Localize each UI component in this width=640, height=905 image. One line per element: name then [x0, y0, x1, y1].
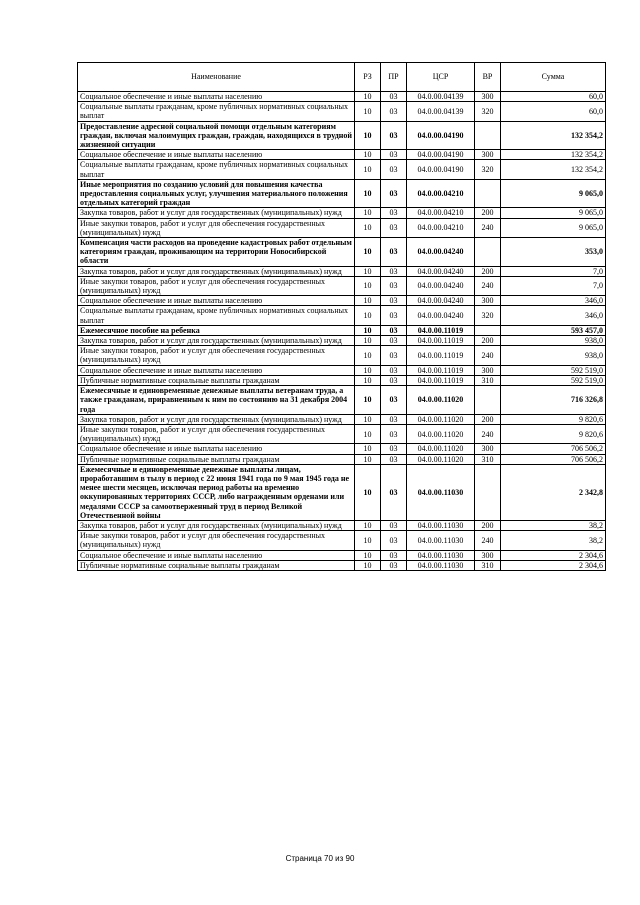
row-rz-cell: 10: [355, 454, 381, 464]
row-name-cell: Компенсация части расходов на проведение кадастровых работ отдельным категориям граждан, проживающим на территории Новосибирской области: [78, 238, 355, 267]
row-csr-cell: 04.0.00.11019: [407, 325, 475, 335]
row-pr-cell: 03: [381, 346, 407, 365]
row-vr-cell: 200: [475, 336, 501, 346]
row-csr-cell: 04.0.00.11020: [407, 386, 475, 415]
row-sum-cell: 346,0: [501, 296, 606, 306]
row-name-cell: Иные мероприятия по созданию условий для повышения качества предоставления социальных услуг, улучшения материального положения отдельных категорий граждан: [78, 179, 355, 208]
row-pr-cell: 03: [381, 296, 407, 306]
row-pr-cell: 03: [381, 444, 407, 454]
table-row: [78, 306, 606, 325]
row-name-cell: Социальное обеспечение и иные выплаты населению: [78, 150, 355, 160]
row-csr-cell: 04.0.00.11020: [407, 414, 475, 424]
row-pr-cell: 03: [381, 531, 407, 550]
row-vr-cell: 320: [475, 306, 501, 325]
row-rz-cell: 10: [355, 266, 381, 276]
header-rz: РЗ: [355, 63, 381, 92]
table-row: [78, 414, 606, 424]
row-sum-cell: 593 457,0: [501, 325, 606, 335]
row-pr-cell: 03: [381, 325, 407, 335]
row-rz-cell: 10: [355, 121, 381, 150]
row-name-cell: Социальное обеспечение и иные выплаты населению: [78, 365, 355, 375]
row-vr-cell: 320: [475, 102, 501, 121]
row-rz-cell: 10: [355, 179, 381, 208]
row-csr-cell: 04.0.00.04240: [407, 296, 475, 306]
row-vr-cell: 200: [475, 414, 501, 424]
row-pr-cell: 03: [381, 150, 407, 160]
budget-table: [77, 62, 606, 571]
row-name-cell: Иные закупки товаров, работ и услуг для обеспечения государственных (муниципальных) нужд: [78, 531, 355, 550]
row-vr-cell: 300: [475, 296, 501, 306]
row-rz-cell: 10: [355, 444, 381, 454]
row-pr-cell: 03: [381, 102, 407, 121]
table-row: [78, 179, 606, 208]
row-vr-cell: 300: [475, 150, 501, 160]
row-pr-cell: 03: [381, 208, 407, 218]
row-name-cell: Предоставление адресной социальной помощи отдельным категориям граждан, включая малоимущих граждан, граждан, находящихся в трудной жизненной ситуации: [78, 121, 355, 150]
row-pr-cell: 03: [381, 266, 407, 276]
table-row: [78, 560, 606, 570]
row-vr-cell: 310: [475, 454, 501, 464]
table-row: [78, 365, 606, 375]
row-vr-cell: 240: [475, 276, 501, 295]
row-rz-cell: 10: [355, 325, 381, 335]
row-vr-cell: [475, 386, 501, 415]
row-vr-cell: 200: [475, 266, 501, 276]
row-name-cell: Закупка товаров, работ и услуг для государственных (муниципальных) нужд: [78, 414, 355, 424]
row-sum-cell: 353,0: [501, 238, 606, 267]
row-name-cell: Закупка товаров, работ и услуг для государственных (муниципальных) нужд: [78, 266, 355, 276]
table-row: [78, 266, 606, 276]
row-sum-cell: 938,0: [501, 346, 606, 365]
table-row: [78, 208, 606, 218]
row-sum-cell: 2 304,6: [501, 560, 606, 570]
row-csr-cell: 04.0.00.04139: [407, 102, 475, 121]
row-vr-cell: 300: [475, 365, 501, 375]
table-row: [78, 424, 606, 443]
table-row: [78, 386, 606, 415]
table-row: [78, 454, 606, 464]
row-name-cell: Ежемесячные и единовременные денежные выплаты лицам, проработавшим в тылу в период с 22 июня 1941 года по 9 мая 1945 года не менее шести месяцев, исключая период работы на временно оккупированных территориях СССР, либо награжденным орденами или медалями СССР за самоотверженный труд в период Великой Отечественной войны: [78, 464, 355, 520]
row-name-cell: Иные закупки товаров, работ и услуг для обеспечения государственных (муниципальных) нужд: [78, 276, 355, 295]
row-vr-cell: 310: [475, 560, 501, 570]
table-row: [78, 121, 606, 150]
row-pr-cell: 03: [381, 375, 407, 385]
row-pr-cell: 03: [381, 365, 407, 375]
row-sum-cell: 9 065,0: [501, 208, 606, 218]
table-body: [78, 92, 606, 571]
row-name-cell: Социальные выплаты гражданам, кроме публичных нормативных социальных выплат: [78, 102, 355, 121]
row-sum-cell: 38,2: [501, 520, 606, 530]
row-csr-cell: 04.0.00.04240: [407, 238, 475, 267]
row-vr-cell: 240: [475, 531, 501, 550]
row-pr-cell: 03: [381, 560, 407, 570]
row-sum-cell: 2 342,8: [501, 464, 606, 520]
row-sum-cell: 9 820,6: [501, 414, 606, 424]
row-csr-cell: 04.0.00.04190: [407, 160, 475, 179]
row-vr-cell: 200: [475, 520, 501, 530]
header-name: Наименование: [78, 63, 355, 92]
page-number: Страница 70 из 90: [285, 854, 355, 863]
row-vr-cell: [475, 325, 501, 335]
row-rz-cell: 10: [355, 365, 381, 375]
row-rz-cell: 10: [355, 560, 381, 570]
table-row: [78, 92, 606, 102]
row-pr-cell: 03: [381, 424, 407, 443]
row-pr-cell: 03: [381, 238, 407, 267]
row-sum-cell: 938,0: [501, 336, 606, 346]
row-pr-cell: 03: [381, 336, 407, 346]
row-csr-cell: 04.0.00.11030: [407, 464, 475, 520]
table-row: [78, 444, 606, 454]
row-pr-cell: 03: [381, 464, 407, 520]
row-name-cell: Иные закупки товаров, работ и услуг для обеспечения государственных (муниципальных) нужд: [78, 346, 355, 365]
row-rz-cell: 10: [355, 276, 381, 295]
row-pr-cell: 03: [381, 386, 407, 415]
row-rz-cell: 10: [355, 336, 381, 346]
row-vr-cell: [475, 238, 501, 267]
row-vr-cell: 240: [475, 218, 501, 237]
row-pr-cell: 03: [381, 414, 407, 424]
row-vr-cell: 320: [475, 160, 501, 179]
table-row: [78, 464, 606, 520]
row-pr-cell: 03: [381, 520, 407, 530]
row-name-cell: Ежемесячные и единовременные денежные выплаты ветеранам труда, а также гражданам, приравненным к ним по состоянию на 31 декабря 2004 года: [78, 386, 355, 415]
row-csr-cell: 04.0.00.04210: [407, 208, 475, 218]
row-pr-cell: 03: [381, 179, 407, 208]
table-row: [78, 102, 606, 121]
row-sum-cell: 132 354,2: [501, 121, 606, 150]
row-rz-cell: 10: [355, 238, 381, 267]
row-name-cell: Закупка товаров, работ и услуг для государственных (муниципальных) нужд: [78, 520, 355, 530]
row-vr-cell: 240: [475, 346, 501, 365]
row-sum-cell: 7,0: [501, 266, 606, 276]
row-vr-cell: 300: [475, 92, 501, 102]
row-sum-cell: 132 354,2: [501, 160, 606, 179]
table-row: [78, 550, 606, 560]
table-header-row: [78, 63, 606, 92]
table-row: [78, 238, 606, 267]
row-csr-cell: 04.0.00.04240: [407, 306, 475, 325]
row-csr-cell: 04.0.00.11030: [407, 560, 475, 570]
row-rz-cell: 10: [355, 160, 381, 179]
row-sum-cell: 9 065,0: [501, 179, 606, 208]
row-sum-cell: 716 326,8: [501, 386, 606, 415]
row-sum-cell: 2 304,6: [501, 550, 606, 560]
row-pr-cell: 03: [381, 160, 407, 179]
row-csr-cell: 04.0.00.11020: [407, 444, 475, 454]
row-vr-cell: 300: [475, 444, 501, 454]
row-name-cell: Публичные нормативные социальные выплаты гражданам: [78, 454, 355, 464]
row-pr-cell: 03: [381, 550, 407, 560]
row-name-cell: Социальные выплаты гражданам, кроме публичных нормативных социальных выплат: [78, 306, 355, 325]
row-rz-cell: 10: [355, 520, 381, 530]
row-rz-cell: 10: [355, 92, 381, 102]
row-sum-cell: 60,0: [501, 102, 606, 121]
row-csr-cell: 04.0.00.11019: [407, 375, 475, 385]
row-pr-cell: 03: [381, 276, 407, 295]
row-csr-cell: 04.0.00.11019: [407, 336, 475, 346]
row-csr-cell: 04.0.00.04190: [407, 150, 475, 160]
row-sum-cell: 706 506,2: [501, 454, 606, 464]
row-csr-cell: 04.0.00.11030: [407, 520, 475, 530]
row-name-cell: Социальное обеспечение и иные выплаты населению: [78, 550, 355, 560]
row-sum-cell: 9 065,0: [501, 218, 606, 237]
row-sum-cell: 592 519,0: [501, 365, 606, 375]
row-csr-cell: 04.0.00.11030: [407, 550, 475, 560]
header-csr: ЦСР: [407, 63, 475, 92]
row-vr-cell: 200: [475, 208, 501, 218]
header-vr: ВР: [475, 63, 501, 92]
row-name-cell: Иные закупки товаров, работ и услуг для обеспечения государственных (муниципальных) нужд: [78, 424, 355, 443]
row-rz-cell: 10: [355, 531, 381, 550]
row-csr-cell: 04.0.00.11019: [407, 365, 475, 375]
row-sum-cell: 9 820,6: [501, 424, 606, 443]
table-row: [78, 296, 606, 306]
row-sum-cell: 346,0: [501, 306, 606, 325]
row-pr-cell: 03: [381, 454, 407, 464]
row-sum-cell: 592 519,0: [501, 375, 606, 385]
table-row: [78, 346, 606, 365]
row-rz-cell: 10: [355, 102, 381, 121]
row-pr-cell: 03: [381, 306, 407, 325]
row-name-cell: Социальное обеспечение и иные выплаты населению: [78, 92, 355, 102]
row-vr-cell: [475, 121, 501, 150]
row-csr-cell: 04.0.00.04139: [407, 92, 475, 102]
row-csr-cell: 04.0.00.11020: [407, 424, 475, 443]
row-vr-cell: [475, 464, 501, 520]
row-sum-cell: 60,0: [501, 92, 606, 102]
row-name-cell: Закупка товаров, работ и услуг для государственных (муниципальных) нужд: [78, 336, 355, 346]
row-csr-cell: 04.0.00.04190: [407, 121, 475, 150]
row-name-cell: Социальное обеспечение и иные выплаты населению: [78, 444, 355, 454]
row-csr-cell: 04.0.00.04210: [407, 218, 475, 237]
row-name-cell: Иные закупки товаров, работ и услуг для обеспечения государственных (муниципальных) нужд: [78, 218, 355, 237]
row-pr-cell: 03: [381, 218, 407, 237]
row-rz-cell: 10: [355, 375, 381, 385]
table-row: [78, 520, 606, 530]
row-rz-cell: 10: [355, 386, 381, 415]
table-row: [78, 531, 606, 550]
table-row: [78, 336, 606, 346]
row-csr-cell: 04.0.00.11020: [407, 454, 475, 464]
row-name-cell: Социальные выплаты гражданам, кроме публичных нормативных социальных выплат: [78, 160, 355, 179]
table-row: [78, 160, 606, 179]
table-row: [78, 276, 606, 295]
row-rz-cell: 10: [355, 464, 381, 520]
row-csr-cell: 04.0.00.04240: [407, 266, 475, 276]
row-name-cell: Публичные нормативные социальные выплаты гражданам: [78, 375, 355, 385]
row-sum-cell: 132 354,2: [501, 150, 606, 160]
row-name-cell: Публичные нормативные социальные выплаты гражданам: [78, 560, 355, 570]
row-sum-cell: 706 506,2: [501, 444, 606, 454]
row-vr-cell: 310: [475, 375, 501, 385]
row-sum-cell: 38,2: [501, 531, 606, 550]
row-sum-cell: 7,0: [501, 276, 606, 295]
header-pr: ПР: [381, 63, 407, 92]
row-rz-cell: 10: [355, 306, 381, 325]
table-row: [78, 325, 606, 335]
row-pr-cell: 03: [381, 92, 407, 102]
row-csr-cell: 04.0.00.11019: [407, 346, 475, 365]
table-row: [78, 150, 606, 160]
row-name-cell: Закупка товаров, работ и услуг для государственных (муниципальных) нужд: [78, 208, 355, 218]
row-pr-cell: 03: [381, 121, 407, 150]
row-rz-cell: 10: [355, 150, 381, 160]
row-rz-cell: 10: [355, 296, 381, 306]
row-csr-cell: 04.0.00.04240: [407, 276, 475, 295]
row-rz-cell: 10: [355, 218, 381, 237]
header-sum: Сумма: [501, 63, 606, 92]
row-rz-cell: 10: [355, 208, 381, 218]
table-row: [78, 375, 606, 385]
row-rz-cell: 10: [355, 414, 381, 424]
row-vr-cell: 300: [475, 550, 501, 560]
row-rz-cell: 10: [355, 346, 381, 365]
table-row: [78, 218, 606, 237]
row-name-cell: Социальное обеспечение и иные выплаты населению: [78, 296, 355, 306]
row-name-cell: Ежемесячное пособие на ребенка: [78, 325, 355, 335]
row-csr-cell: 04.0.00.11030: [407, 531, 475, 550]
row-rz-cell: 10: [355, 424, 381, 443]
row-rz-cell: 10: [355, 550, 381, 560]
row-vr-cell: [475, 179, 501, 208]
row-csr-cell: 04.0.00.04210: [407, 179, 475, 208]
row-vr-cell: 240: [475, 424, 501, 443]
